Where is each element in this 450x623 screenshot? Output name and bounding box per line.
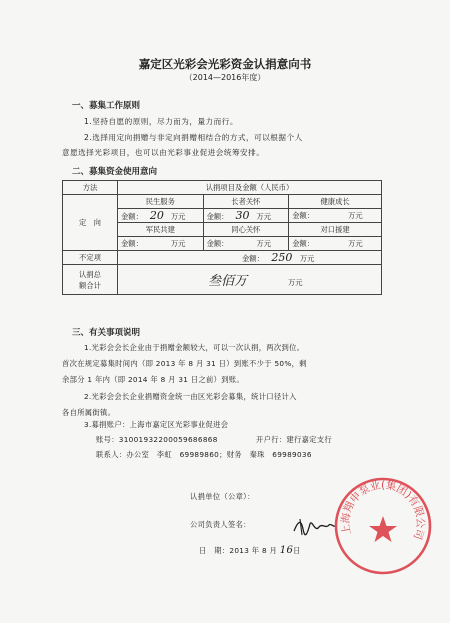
section3-item1-line2: 首次在规定募集时间内（即 2013 年 8 月 31 日）到账不少于 50%，剩 <box>62 359 307 368</box>
bank-name: 开户行：建行嘉定支行 <box>256 435 332 444</box>
row-directed-label: 定 向 <box>63 195 118 251</box>
document-subtitle: （2014—2016年度） <box>184 73 266 82</box>
section3-item3: 3.募捐账户：上海市嘉定区光彩事业促进会 <box>84 420 229 429</box>
project-name: 对口援建 <box>289 223 382 237</box>
undirected-amount-cell: 金额： 250 万元 <box>118 251 382 265</box>
projects-row-1 <box>63 195 382 209</box>
handwritten-amount: 20 <box>149 209 164 222</box>
contact-info: 联系人：办公室 李虹 69989860；财务 秦珠 69989036 <box>96 450 312 459</box>
handwritten-amount: 250 <box>271 251 293 264</box>
table-header-row <box>63 181 382 195</box>
project-name: 民生服务 <box>118 195 204 209</box>
section2-heading: 二、募集资金使用意向 <box>72 167 158 177</box>
amount-cell: 金额： 20 万元 <box>118 209 204 223</box>
section1-heading: 一、募集工作原则 <box>72 101 141 111</box>
signature-scribble <box>292 515 336 537</box>
section3-item2-line1: 2.光彩会会长企业捐赠资金统一由区光彩会募集，统计口径计入 <box>84 392 297 401</box>
amount-cell: 金额： 万元 <box>289 209 382 223</box>
section3-item2-line2: 各自所属街镇。 <box>62 408 116 417</box>
svg-text:上海翔申泵业(集团)有限公司: 上海翔申泵业(集团)有限公司 <box>339 479 427 541</box>
handwritten-amount: 30 <box>235 209 250 222</box>
pledge-table <box>62 180 382 295</box>
row-total-label: 认捐总 额合计 <box>63 265 118 295</box>
project-name: 同心关怀 <box>203 223 289 237</box>
section3-item1-line3: 余部分 1 年内（即 2014 年 8 月 31 日之前）到账。 <box>62 375 245 384</box>
bank-account: 账号：31001932200059686868 <box>96 435 218 444</box>
col-method: 方法 <box>63 181 118 195</box>
company-seal <box>333 476 433 576</box>
row-undirected-label: 不定项 <box>63 251 118 265</box>
undirected-row <box>63 251 382 265</box>
section3-heading: 三、有关事项说明 <box>72 328 141 338</box>
handwritten-day: 16 <box>279 545 294 556</box>
amount-cell: 金额： 30 万元 <box>203 209 289 223</box>
total-amount-cell: 叁佰万 万元 <box>118 265 382 295</box>
document-title: 嘉定区光彩会光彩资金认捐意向书 <box>138 57 312 71</box>
project-name: 健康成长 <box>289 195 382 209</box>
section1-item1: 1.坚持自愿的原则，尽力而为，量力而行。 <box>84 117 238 126</box>
handwritten-total: 叁佰万 <box>208 274 248 289</box>
section1-item2-line2: 意愿选择光彩项目，也可以由光彩事业促进会统筹安排。 <box>62 148 265 157</box>
amount-cell: 金额： 万元 <box>203 237 289 251</box>
amount-cell: 金额： 万元 <box>118 237 204 251</box>
date-line: 日 期：2013 年 8 月 16日 <box>199 545 301 556</box>
company-head-signature-label: 公司负责人签名： <box>190 520 251 529</box>
pledging-unit-label: 认捐单位（公章）： <box>190 492 255 501</box>
project-name: 长者关怀 <box>203 195 289 209</box>
total-row <box>63 265 382 295</box>
amount-cell: 金额： 万元 <box>289 237 382 251</box>
col-items: 认捐项目及金额（人民币） <box>118 181 382 195</box>
section3-item1-line1: 1.光彩会会长企业由于捐赠金额较大，可以一次认捐，两次到位。 <box>84 343 305 352</box>
section1-item2-line1: 2.选择用定向捐赠与非定向捐赠相结合的方式，可以根据个人 <box>84 133 303 142</box>
project-name: 军民共建 <box>118 223 204 237</box>
